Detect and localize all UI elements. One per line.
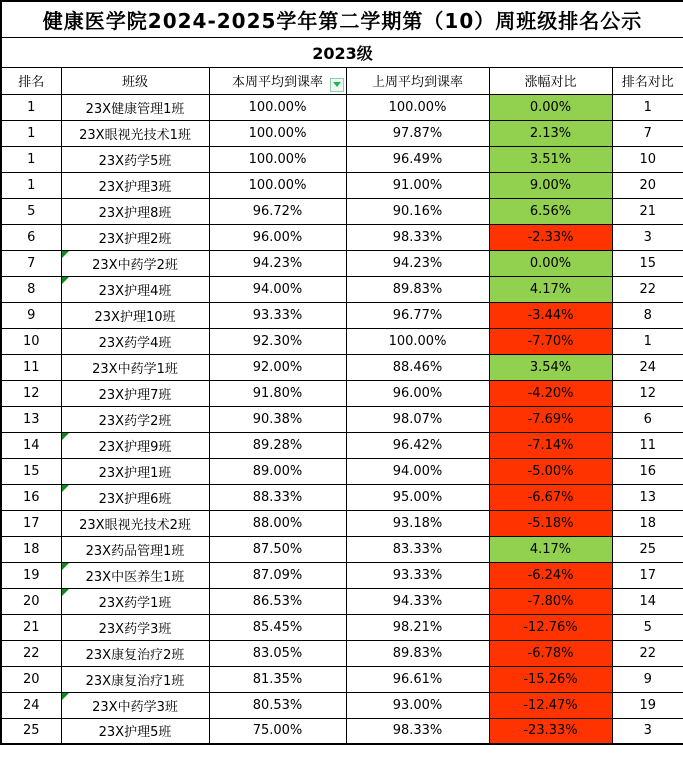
- class-name-label: 23X健康管理1班: [85, 101, 185, 117]
- col-header-rank: 排名: [1, 67, 61, 94]
- rank-cell: 20: [1, 666, 61, 692]
- change-cell: 3.51%: [489, 146, 612, 172]
- change-cell: 4.17%: [489, 276, 612, 302]
- table-row: [1, 562, 683, 588]
- comment-marker-icon: [62, 433, 69, 440]
- change-cell: 0.00%: [489, 94, 612, 120]
- last-week-rate-cell: 97.87%: [346, 120, 489, 146]
- class-name-label: 23X药学4班: [98, 335, 172, 351]
- rank-cell: 5: [1, 198, 61, 224]
- rank-compare-cell: 17: [612, 562, 683, 588]
- table-body: [1, 94, 683, 744]
- table-row: [1, 432, 683, 458]
- class-name-label: 23X药品管理1班: [85, 543, 185, 559]
- table-row: [1, 276, 683, 302]
- last-week-rate-cell: 93.33%: [346, 562, 489, 588]
- class-name-cell: [61, 562, 209, 588]
- this-week-rate-cell: 87.50%: [209, 536, 346, 562]
- class-name-cell: [61, 588, 209, 614]
- change-cell: 6.56%: [489, 198, 612, 224]
- this-week-rate-cell: 94.00%: [209, 276, 346, 302]
- rank-compare-cell: 8: [612, 302, 683, 328]
- class-name-label: 23X药学3班: [98, 621, 172, 637]
- rank-compare-cell: 19: [612, 692, 683, 718]
- this-week-rate-cell: 93.33%: [209, 302, 346, 328]
- class-name-label: 23X护理8班: [98, 205, 172, 221]
- table-row: [1, 588, 683, 614]
- class-name-cell: [61, 510, 209, 536]
- class-name-cell: [61, 172, 209, 198]
- class-name-label: 23X眼视光技术2班: [79, 517, 191, 533]
- class-name-cell: [61, 458, 209, 484]
- class-name-cell: [61, 94, 209, 120]
- class-name-label: 23X中药学2班: [92, 257, 178, 273]
- class-name-cell: [61, 432, 209, 458]
- rank-compare-cell: 25: [612, 536, 683, 562]
- class-name-cell: [61, 250, 209, 276]
- this-week-rate-cell: 86.53%: [209, 588, 346, 614]
- this-week-rate-cell: 89.00%: [209, 458, 346, 484]
- table-row: [1, 536, 683, 562]
- rank-compare-cell: 13: [612, 484, 683, 510]
- this-week-rate-cell: 83.05%: [209, 640, 346, 666]
- rank-compare-cell: 14: [612, 588, 683, 614]
- last-week-rate-cell: 95.00%: [346, 484, 489, 510]
- last-week-rate-cell: 91.00%: [346, 172, 489, 198]
- rank-cell: 7: [1, 250, 61, 276]
- class-name-cell: [61, 380, 209, 406]
- change-cell: -7.69%: [489, 406, 612, 432]
- last-week-rate-cell: 93.00%: [346, 692, 489, 718]
- this-week-rate-cell: 81.35%: [209, 666, 346, 692]
- rank-cell: 9: [1, 302, 61, 328]
- change-cell: -6.24%: [489, 562, 612, 588]
- class-name-label: 23X护理10班: [94, 309, 176, 325]
- table-row: [1, 224, 683, 250]
- class-name-cell: [61, 484, 209, 510]
- table-row: [1, 302, 683, 328]
- class-name-label: 23X药学2班: [98, 413, 172, 429]
- class-name-cell: [61, 640, 209, 666]
- class-name-label: 23X护理3班: [98, 179, 172, 195]
- this-week-rate-cell: 100.00%: [209, 94, 346, 120]
- table-row: [1, 250, 683, 276]
- rank-compare-cell: 22: [612, 276, 683, 302]
- rank-cell: 24: [1, 692, 61, 718]
- class-name-label: 23X中药学1班: [92, 361, 178, 377]
- class-name-label: 23X护理6班: [98, 491, 172, 507]
- change-cell: -23.33%: [489, 718, 612, 744]
- class-name-label: 23X护理4班: [98, 283, 172, 299]
- rank-cell: 20: [1, 588, 61, 614]
- class-name-label: 23X护理1班: [98, 465, 172, 481]
- rank-compare-cell: 3: [612, 224, 683, 250]
- change-cell: -4.20%: [489, 380, 612, 406]
- rank-compare-cell: 1: [612, 328, 683, 354]
- comment-marker-icon: [62, 693, 69, 700]
- class-name-cell: [61, 614, 209, 640]
- table-row: [1, 640, 683, 666]
- last-week-rate-cell: 98.21%: [346, 614, 489, 640]
- last-week-rate-cell: 94.23%: [346, 250, 489, 276]
- last-week-rate-cell: 93.18%: [346, 510, 489, 536]
- rank-cell: 11: [1, 354, 61, 380]
- change-cell: -2.33%: [489, 224, 612, 250]
- last-week-rate-cell: 98.33%: [346, 718, 489, 744]
- last-week-rate-cell: 96.49%: [346, 146, 489, 172]
- rank-cell: 14: [1, 432, 61, 458]
- class-name-label: 23X眼视光技术1班: [79, 127, 191, 143]
- this-week-rate-cell: 91.80%: [209, 380, 346, 406]
- this-week-rate-cell: 89.28%: [209, 432, 346, 458]
- change-cell: -15.26%: [489, 666, 612, 692]
- this-week-rate-cell: 94.23%: [209, 250, 346, 276]
- table-row: [1, 406, 683, 432]
- rank-cell: 17: [1, 510, 61, 536]
- table-row: [1, 380, 683, 406]
- last-week-rate-cell: 96.77%: [346, 302, 489, 328]
- rank-compare-cell: 11: [612, 432, 683, 458]
- rank-cell: 16: [1, 484, 61, 510]
- class-name-cell: [61, 302, 209, 328]
- this-week-rate-cell: 100.00%: [209, 120, 346, 146]
- rank-compare-cell: 1: [612, 94, 683, 120]
- rank-cell: 22: [1, 640, 61, 666]
- page-title: 健康医学院2024-2025学年第二学期第（10）周班级排名公示: [1, 1, 683, 37]
- table-row: [1, 354, 683, 380]
- last-week-rate-cell: 100.00%: [346, 94, 489, 120]
- rank-cell: 18: [1, 536, 61, 562]
- change-cell: -7.80%: [489, 588, 612, 614]
- this-week-rate-cell: 87.09%: [209, 562, 346, 588]
- change-cell: 0.00%: [489, 250, 612, 276]
- last-week-rate-cell: 94.00%: [346, 458, 489, 484]
- rank-cell: 1: [1, 120, 61, 146]
- this-week-rate-cell: 75.00%: [209, 718, 346, 744]
- change-cell: -3.44%: [489, 302, 612, 328]
- rank-compare-cell: 18: [612, 510, 683, 536]
- rank-compare-cell: 5: [612, 614, 683, 640]
- class-name-label: 23X护理9班: [98, 439, 172, 455]
- col-header-this-week-rate: [209, 67, 346, 94]
- class-name-cell: [61, 692, 209, 718]
- col-header-this-week-rate-label: 本周平均到课率: [231, 75, 323, 90]
- class-name-cell: [61, 328, 209, 354]
- change-cell: -6.67%: [489, 484, 612, 510]
- table-row: [1, 198, 683, 224]
- class-name-cell: [61, 120, 209, 146]
- table-row: [1, 692, 683, 718]
- class-name-label: 23X护理7班: [98, 387, 172, 403]
- rank-compare-cell: 12: [612, 380, 683, 406]
- class-name-cell: [61, 146, 209, 172]
- change-cell: 3.54%: [489, 354, 612, 380]
- rank-compare-cell: 3: [612, 718, 683, 744]
- this-week-rate-cell: 96.00%: [209, 224, 346, 250]
- change-cell: 4.17%: [489, 536, 612, 562]
- this-week-rate-cell: 85.45%: [209, 614, 346, 640]
- class-name-cell: [61, 666, 209, 692]
- change-cell: -6.78%: [489, 640, 612, 666]
- comment-marker-icon: [62, 589, 69, 596]
- table-row: [1, 328, 683, 354]
- rank-compare-cell: 24: [612, 354, 683, 380]
- this-week-rate-cell: 92.00%: [209, 354, 346, 380]
- table-row: [1, 484, 683, 510]
- table-row: [1, 510, 683, 536]
- rank-cell: 1: [1, 146, 61, 172]
- rank-compare-cell: 15: [612, 250, 683, 276]
- rank-cell: 8: [1, 276, 61, 302]
- filter-dropdown-icon[interactable]: [330, 78, 344, 92]
- this-week-rate-cell: 80.53%: [209, 692, 346, 718]
- subtitle-row: [1, 37, 683, 67]
- this-week-rate-cell: 88.33%: [209, 484, 346, 510]
- last-week-rate-cell: 90.16%: [346, 198, 489, 224]
- table-row: [1, 120, 683, 146]
- class-name-label: 23X药学1班: [98, 595, 172, 611]
- class-name-label: 23X中医养生1班: [85, 569, 185, 585]
- rank-compare-cell: 10: [612, 146, 683, 172]
- change-cell: -7.70%: [489, 328, 612, 354]
- class-name-label: 23X护理2班: [98, 231, 172, 247]
- rank-cell: 6: [1, 224, 61, 250]
- rank-cell: 12: [1, 380, 61, 406]
- last-week-rate-cell: 98.07%: [346, 406, 489, 432]
- class-name-label: 23X康复治疗2班: [85, 647, 185, 663]
- grade-subtitle: 2023级: [1, 37, 683, 67]
- last-week-rate-cell: 88.46%: [346, 354, 489, 380]
- last-week-rate-cell: 94.33%: [346, 588, 489, 614]
- class-name-cell: [61, 276, 209, 302]
- rank-compare-cell: 7: [612, 120, 683, 146]
- class-name-label: 23X药学5班: [98, 153, 172, 169]
- this-week-rate-cell: 88.00%: [209, 510, 346, 536]
- this-week-rate-cell: 90.38%: [209, 406, 346, 432]
- col-header-rank-compare: 排名对比: [612, 67, 683, 94]
- col-header-class: 班级: [61, 67, 209, 94]
- rank-cell: 25: [1, 718, 61, 744]
- change-cell: -12.47%: [489, 692, 612, 718]
- rank-cell: 21: [1, 614, 61, 640]
- class-name-cell: [61, 406, 209, 432]
- table-row: [1, 172, 683, 198]
- rank-cell: 15: [1, 458, 61, 484]
- this-week-rate-cell: 100.00%: [209, 146, 346, 172]
- table-row: [1, 718, 683, 744]
- rank-compare-cell: 9: [612, 666, 683, 692]
- comment-marker-icon: [62, 563, 69, 570]
- rank-cell: 13: [1, 406, 61, 432]
- comment-marker-icon: [62, 277, 69, 284]
- class-name-cell: [61, 536, 209, 562]
- change-cell: 2.13%: [489, 120, 612, 146]
- table-row: [1, 458, 683, 484]
- class-name-cell: [61, 718, 209, 744]
- class-name-cell: [61, 224, 209, 250]
- last-week-rate-cell: 98.33%: [346, 224, 489, 250]
- last-week-rate-cell: 100.00%: [346, 328, 489, 354]
- this-week-rate-cell: 96.72%: [209, 198, 346, 224]
- last-week-rate-cell: 83.33%: [346, 536, 489, 562]
- class-name-label: 23X中药学3班: [92, 699, 178, 715]
- class-name-cell: [61, 198, 209, 224]
- rank-cell: 19: [1, 562, 61, 588]
- table-row: [1, 666, 683, 692]
- change-cell: 9.00%: [489, 172, 612, 198]
- rank-compare-cell: 21: [612, 198, 683, 224]
- rank-cell: 1: [1, 94, 61, 120]
- col-header-change: 涨幅对比: [489, 67, 612, 94]
- class-name-label: 23X护理5班: [98, 725, 172, 741]
- title-row: [1, 1, 683, 37]
- last-week-rate-cell: 96.61%: [346, 666, 489, 692]
- rank-compare-cell: 22: [612, 640, 683, 666]
- chevron-down-icon: [333, 82, 341, 87]
- rank-compare-cell: 6: [612, 406, 683, 432]
- this-week-rate-cell: 100.00%: [209, 172, 346, 198]
- change-cell: -12.76%: [489, 614, 612, 640]
- last-week-rate-cell: 96.00%: [346, 380, 489, 406]
- table-row: [1, 146, 683, 172]
- this-week-rate-cell: 92.30%: [209, 328, 346, 354]
- rank-compare-cell: 16: [612, 458, 683, 484]
- last-week-rate-cell: 89.83%: [346, 276, 489, 302]
- class-name-cell: [61, 354, 209, 380]
- header-row: [1, 67, 683, 94]
- col-header-last-week-rate: 上周平均到课率: [346, 67, 489, 94]
- last-week-rate-cell: 89.83%: [346, 640, 489, 666]
- table-row: [1, 614, 683, 640]
- class-name-label: 23X康复治疗1班: [85, 673, 185, 689]
- change-cell: -5.18%: [489, 510, 612, 536]
- rank-cell: 1: [1, 172, 61, 198]
- table-row: [1, 94, 683, 120]
- change-cell: -5.00%: [489, 458, 612, 484]
- rank-compare-cell: 20: [612, 172, 683, 198]
- comment-marker-icon: [62, 251, 69, 258]
- comment-marker-icon: [62, 485, 69, 492]
- change-cell: -7.14%: [489, 432, 612, 458]
- last-week-rate-cell: 96.42%: [346, 432, 489, 458]
- rank-cell: 10: [1, 328, 61, 354]
